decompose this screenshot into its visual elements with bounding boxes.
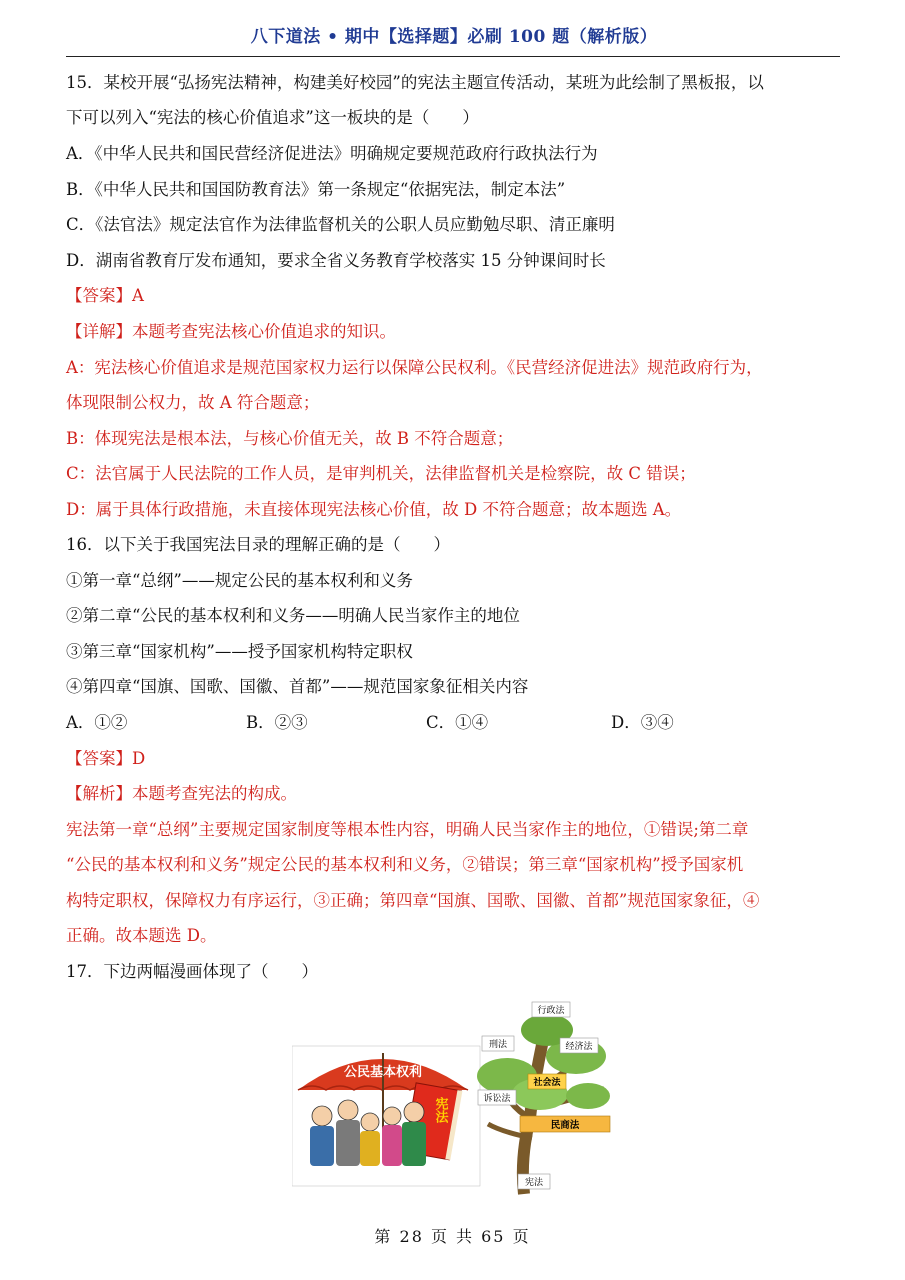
q15-answer: 【答案】A bbox=[66, 286, 144, 305]
q15-option-a: A．《中华人民共和国民营经济促进法》明确规定要规范政府行政执法行为 bbox=[66, 144, 598, 163]
q16-explain-line-1: 宪法第一章“总纲”主要规定国家制度等根本性内容，明确人民当家作主的地位，①错误;第二章 bbox=[66, 820, 749, 839]
q16-stem: 16．以下关于我国宪法目录的理解正确的是（ ） bbox=[66, 535, 450, 554]
q15-explain-a-line-2: 体现限制公权力，故 A 符合题意； bbox=[66, 393, 320, 412]
tree-label-economic-law: 经济法 bbox=[565, 1042, 593, 1052]
umbrella-cartoon bbox=[292, 1046, 480, 1186]
q16-explain-line-3: 构特定职权，保障权力有序运行，③正确；第四章“国旗、国歌、国徽、首都”规范国家象征，④ bbox=[66, 891, 760, 910]
q15-option-d: D．湖南省教育厅发布通知，要求全省义务教育学校落实 15 分钟课间时长 bbox=[66, 251, 606, 270]
q16-item-4: ④第四章“国旗、国歌、国徽、首都”——规范国家象征相关内容 bbox=[66, 677, 529, 696]
q16-option-b: B．②③ bbox=[246, 713, 308, 732]
q15-option-c: C．《法官法》规定法官作为法律监督机关的公职人员应勤勉尽职、清正廉明 bbox=[66, 215, 615, 234]
q16-options-row bbox=[66, 711, 674, 735]
tree-label-social-law: 社会法 bbox=[533, 1078, 561, 1088]
q17-cartoon-figure bbox=[292, 998, 622, 1198]
page-header-title: 八下道法 • 期中【选择题】必刷 100 题（解析版） bbox=[250, 27, 658, 47]
q15-option-b: B．《中华人民共和国国防教育法》第一条规定“依据宪法，制定本法” bbox=[66, 180, 566, 199]
tree-label-civil-commercial-law: 民商法 bbox=[550, 1120, 580, 1131]
q16-explain-line-2: “公民的基本权利和义务”规定公民的基本权利和义务，②错误；第三章“国家机构”授予国家机 bbox=[66, 855, 744, 874]
q15-explain-d: D：属于具体行政措施，未直接体现宪法核心价值，故 D 不符合题意；故本题选 A。 bbox=[66, 500, 682, 519]
tree-label-criminal-law: 刑法 bbox=[488, 1040, 508, 1050]
q17-stem: 17．下边两幅漫画体现了（ ） bbox=[66, 962, 318, 981]
tree-label-constitution: 宪法 bbox=[524, 1178, 544, 1188]
constitution-book-label: 宪法 bbox=[432, 1097, 448, 1123]
q16-item-3: ③第三章“国家机构”——授予国家机构特定职权 bbox=[66, 642, 413, 661]
q15-explain-title: 【详解】本题考查宪法核心价值追求的知识。 bbox=[66, 322, 396, 341]
law-tree-cartoon bbox=[477, 1002, 610, 1194]
q16-explain-title: 【解析】本题考查宪法的构成。 bbox=[66, 784, 297, 803]
q15-explain-c: C：法官属于人民法院的工作人员，是审判机关，法律监督机关是检察院，故 C 错误； bbox=[66, 464, 696, 483]
q16-option-a: A．①② bbox=[66, 713, 128, 732]
umbrella-label: 公民基本权利 bbox=[343, 1065, 423, 1080]
q16-item-2: ②第二章“公民的基本权利和义务——明确人民当家作主的地位 bbox=[66, 606, 520, 625]
page-number-footer: 第 28 页 共 65 页 bbox=[374, 1227, 531, 1246]
q15-explain-a-line-1: A：宪法核心价值追求是规范国家权力运行以保障公民权利。《民营经济促进法》规范政府行为， bbox=[66, 358, 763, 377]
q15-stem-line-1: 15．某校开展“弘扬宪法精神，构建美好校园”的宪法主题宣传活动，某班为此绘制了黑板报，以 bbox=[66, 73, 764, 92]
header-divider bbox=[66, 56, 840, 57]
tree-label-procedural-law: 诉讼法 bbox=[483, 1094, 511, 1104]
q15-stem-line-2: 下可以列入“宪法的核心价值追求”这一板块的是（ ） bbox=[66, 108, 479, 127]
q16-explain-line-4: 正确。故本题选 D。 bbox=[66, 926, 217, 945]
q16-item-1: ①第一章“总纲”——规定公民的基本权利和义务 bbox=[66, 571, 413, 590]
tree-label-administrative-law: 行政法 bbox=[537, 1006, 565, 1016]
q16-option-c: C．①④ bbox=[426, 713, 489, 732]
q16-answer: 【答案】D bbox=[66, 749, 146, 768]
q15-explain-b: B：体现宪法是根本法，与核心价值无关，故 B 不符合题意； bbox=[66, 429, 514, 448]
q16-option-d: D．③④ bbox=[611, 713, 674, 732]
